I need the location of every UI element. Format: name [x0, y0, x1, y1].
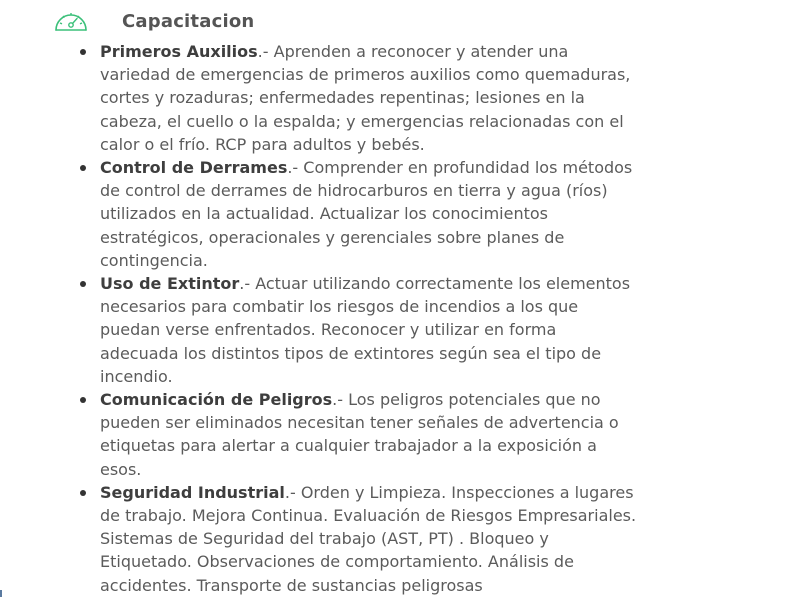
page-title: Capacitacion	[122, 10, 255, 32]
item-description: .- Orden y Limpieza. Inspecciones a lugares de trabajo. Mejora Continua. Evaluación de Riesgos Empresariales. Sistemas de Seguridad del trabajo (AST, PT) . Bloqueo y Etiquetado. Observaciones de comportamiento. Análisis de accidentes. Transporte de sustancias peligrosas	[100, 482, 637, 595]
bullet-icon	[80, 49, 86, 55]
item-term: Control de Derrames	[100, 158, 288, 178]
bullet-icon	[80, 397, 86, 403]
item-description: .- Comprender en profundidad los métodos de control de derrames de hidrocarburos en tierra y agua (ríos) utilizados en la actualidad. Actualizar los conocimientos estratégicos, operacionales y gerenciales sobre planes de contingencia.	[100, 158, 633, 270]
item-description: .- Los peligros potenciales que no pueden ser eliminados necesitan tener señales de advertencia o etiquetas para alertar a cualquier trabajador a la exposición a esos.	[100, 390, 619, 479]
bullet-icon	[80, 165, 86, 171]
bullet-icon	[80, 281, 86, 287]
list-item-control-derrames	[78, 156, 638, 272]
item-description: .- Actuar utilizando correctamente los elementos necesarios para combatir los riesgos de incendios a los que puedan verse enfrentados. Reconocer y utilizar en forma adecuada los distintos tipos de extintores según sea el tipo de incendio.	[100, 274, 631, 386]
section-header	[52, 4, 254, 38]
item-description: .- Aprenden a reconocer y atender una variedad de emergencias de primeros auxilios como quemaduras, cortes y rozaduras; enfermedades repentinas; lesiones en la cabeza, el cuello o la espalda; y emergencias relacionadas con el calor o el frío. RCP para adultos y bebés.	[100, 42, 631, 154]
training-list	[78, 40, 638, 597]
edge-artifact	[0, 590, 2, 597]
training-list-container	[78, 40, 638, 597]
list-item-comunicacion-peligros	[78, 388, 638, 481]
list-item-primeros-auxilios	[78, 40, 638, 156]
speedometer-icon	[52, 6, 90, 36]
item-term: Primeros Auxilios	[100, 42, 258, 61]
list-item-seguridad-industrial	[78, 481, 638, 597]
item-term: Uso de Extintor	[100, 274, 240, 294]
item-term: Seguridad Industrial	[100, 482, 285, 502]
bullet-icon	[80, 490, 86, 496]
list-item-uso-extintor	[78, 272, 638, 388]
item-term: Comunicación de Peligros	[100, 390, 333, 410]
